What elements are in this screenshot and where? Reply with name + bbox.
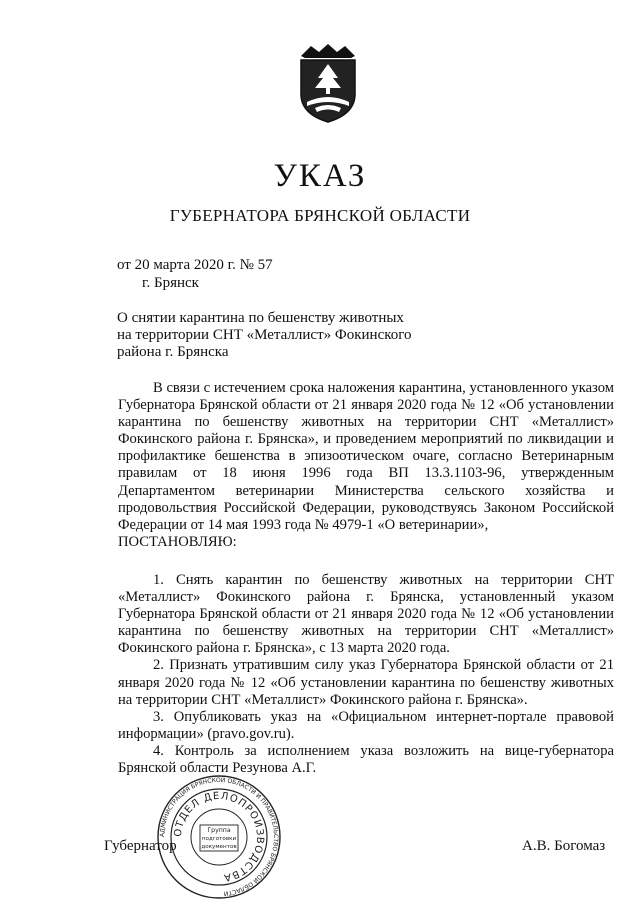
decree-date-number: от 20 марта 2020 г. № 57: [117, 257, 273, 273]
decree-preamble: В связи с истечением срока наложения карантина, установленного указом Губернатора Брянской области от 21 января 2020 года № 12 «Об установлении карантина по бешенству животных на территории СНТ «Металлист» Фокинского района г. Брянска», и проведением мероприятий по ликвидации и профилактике бешенства в эпизоотическом очаге, согласно Ветеринарным правилам от 18 июня 1996 года ВП 13.3.1103-96, утвержденным Департаментом ветеринарии Министерства сельского хозяйства и продовольствия Российской Федерации, руководствуясь Законом Российской Федерации от 14 мая 1993 года № 4979-1 «О ветеринарии»,: [118, 380, 614, 533]
decree-preamble-block: [118, 380, 614, 551]
decree-subject-line-2: на территории СНТ «Металлист» Фокинского: [117, 327, 412, 343]
stamp-center-line-2: подготовки: [201, 836, 237, 842]
stamp-center-line-3: документов: [201, 844, 237, 850]
signature-name: А.В. Богомаз: [522, 838, 606, 854]
decree-keyword: ПОСТАНОВЛЯЮ:: [118, 533, 237, 550]
official-stamp: [156, 774, 282, 900]
decree-items: [118, 572, 614, 777]
signature-position: Губернатор: [104, 838, 177, 854]
document-title: УКАЗ: [273, 158, 367, 194]
stamp-outer-text: АДМИНИСТРАЦИЯ БРЯНСКОЙ ОБЛАСТИ И ПРАВИТЕЛЬСТВО БРЯНСКОЙ ОБЛАСТИ: [158, 776, 280, 897]
stamp-ring-text: ОТДЕЛ ДЕЛОПРОИЗВОДСТВА: [172, 790, 266, 883]
decree-item-2: 2. Признать утратившим силу указ Губернатора Брянской области от 21 января 2020 года № 12 «Об установлении карантина по бешенству животных на территории СНТ «Металлист» Фокинского района г. Брянска».: [118, 657, 614, 708]
decree-subject-line-3: района г. Брянска: [117, 344, 229, 360]
decree-subject-line-1: О снятии карантина по бешенству животных: [117, 310, 404, 326]
stamp-center-line-1: Группа: [207, 827, 231, 834]
decree-city: г. Брянск: [142, 275, 199, 291]
decree-item-1: 1. Снять карантин по бешенству животных на территории СНТ «Металлист» Фокинского района г. Брянска, установленный указом Губернатора Брянской области от 21 января 2020 года № 12 «Об установлении карантина по бешенству животных на территории СНТ «Металлист» Фокинского района г. Брянска», с 13 марта 2020 года.: [118, 572, 614, 657]
coat-of-arms-icon: [293, 42, 363, 124]
document-subtitle: ГУБЕРНАТОРА БРЯНСКОЙ ОБЛАСТИ: [169, 206, 471, 225]
decree-item-4: 4. Контроль за исполнением указа возложить на вице-губернатора Брянской области Резунова А.Г.: [118, 742, 614, 777]
decree-item-3: 3. Опубликовать указ на «Официальном интернет-портале правовой информации» (pravo.gov.ru).: [118, 708, 614, 742]
